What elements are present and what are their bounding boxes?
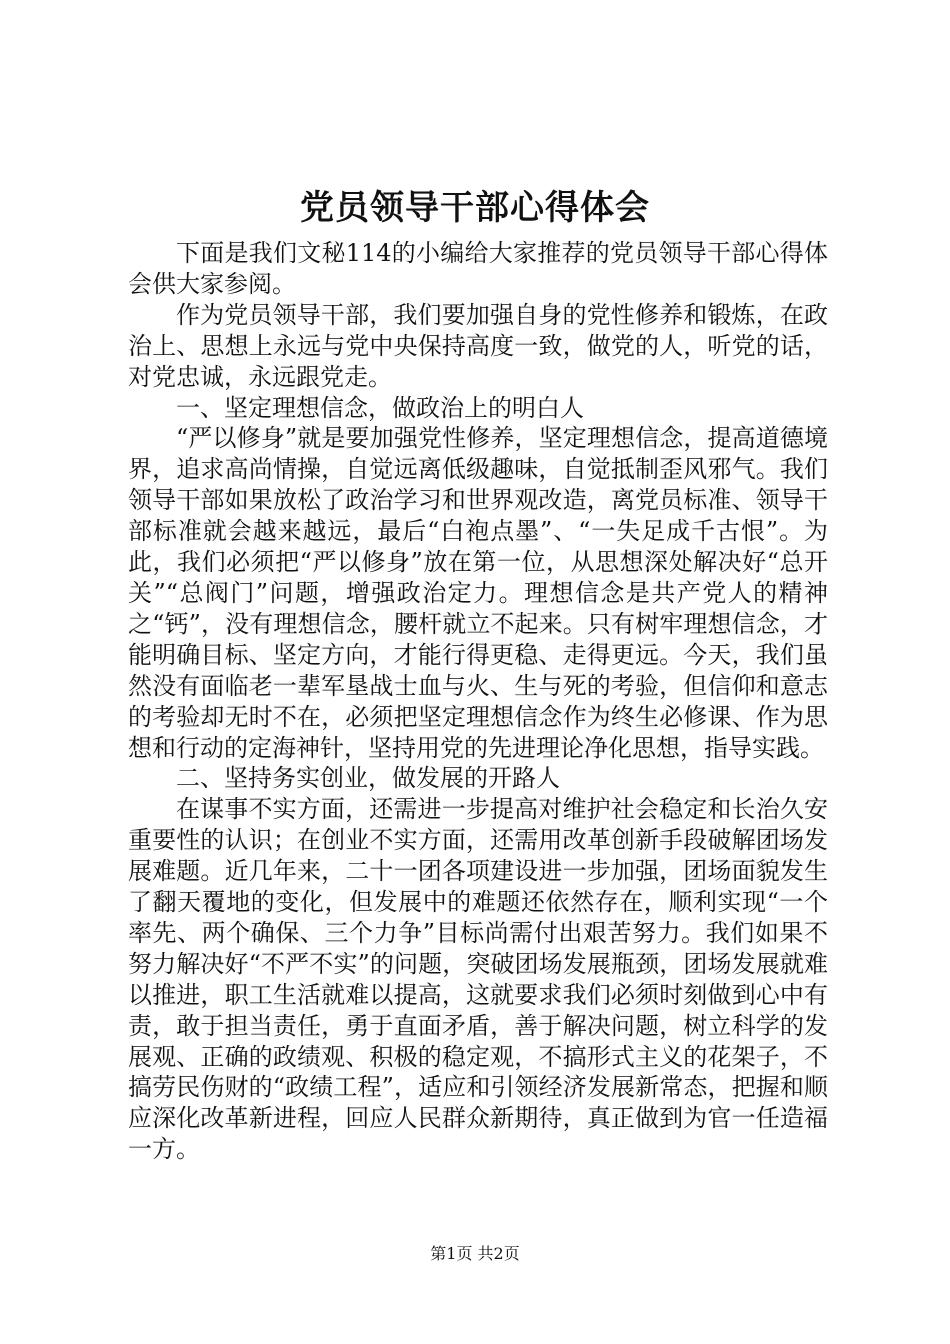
document-title: 党员领导干部心得体会: [300, 188, 650, 228]
document-body: [128, 238, 828, 1165]
paragraph-opening: 作为党员领导干部，我们要加强自身的党性修养和锻炼，在政治上、思想上永远与党中央保持高度一致，做党的人，听党的话，对党忠诚，永远跟党走。: [128, 300, 828, 391]
page-footer: 第1页 共2页: [430, 1244, 520, 1263]
paragraph-section-2: 在谋事不实方面，还需进一步提高对维护社会稳定和长治久安重要性的认识；在创业不实方面，还需用改革创新手段破解团场发展难题。近几年来，二十一团各项建设进一步加强，团场面貌发生了翻天覆地的变化，但发展中的难题还依然存在，顺利实现“一个率先、两个确保、三个力争”目标尚需付出艰苦努力。我们如果不努力解决好“不严不实”的问题，突破团场发展瓶颈，团场发展就难以推进，职工生活就难以提高，这就要求我们必须时刻做到心中有责，敢于担当责任，勇于直面矛盾，善于解决问题，树立科学的发展观、正确的政绩观、积极的稳定观，不搞形式主义的花架子，不搞劳民伤财的“政绩工程”，适应和引领经济发展新常态，把握和顺应深化改革新进程，回应人民群众新期待，真正做到为官一任造福一方。: [128, 795, 828, 1164]
paragraph-section-1: “严以修身”就是要加强党性修养，坚定理想信念，提高道德境界，追求高尚情操，自觉远离低级趣味，自觉抵制歪风邪气。我们领导干部如果放松了政治学习和世界观改造，离党员标准、领导干部标准就会越来越远，最后“白袍点墨”、“一失足成千古恨”。为此，我们必须把“严以修身”放在第一位，从思想深处解决好“总开关”“总阀门”问题，增强政治定力。理想信念是共产党人的精神之“钙”，没有理想信念，腰杆就立不起来。只有树牢理想信念，才能明确目标、坚定方向，才能行得更稳、走得更远。今天，我们虽然没有面临老一辈军垦战士血与火、生与死的考验，但信仰和意志的考验却无时不在，必须把坚定理想信念作为终生必修课、作为思想和行动的定海神针，坚持用党的先进理论净化思想，指导实践。: [128, 424, 828, 762]
paragraph-intro: 下面是我们文秘114的小编给大家推荐的党员领导干部心得体会供大家参阅。: [128, 239, 828, 298]
section-heading-2: 二、坚持务实创业，做发展的开路人: [176, 764, 560, 793]
section-heading-1: 一、坚定理想信念，做政治上的明白人: [176, 393, 584, 422]
